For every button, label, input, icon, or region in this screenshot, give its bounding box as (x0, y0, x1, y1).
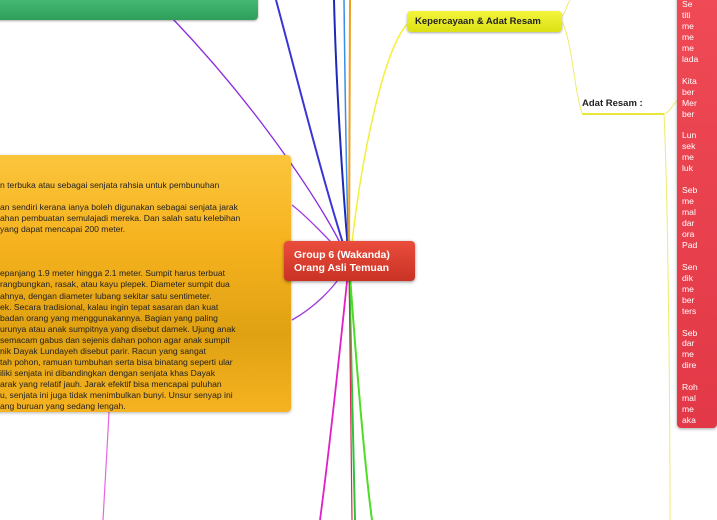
sumpit-note[interactable] (0, 155, 291, 412)
connector-adat-resam (562, 22, 582, 113)
central-topic-line1: Group 6 (Wakanda) (294, 249, 390, 261)
note-line: me (682, 152, 694, 163)
connector-right-long (664, 114, 670, 520)
note-line: Seb (682, 185, 698, 196)
note-line: ahan pembuatan semulajadi mereka. Dan salah satu kelebihan (0, 213, 241, 224)
note-line: yang dapat mencapai 200 meter. (0, 224, 126, 235)
note-line: ber (682, 86, 695, 97)
note-line: Seb (682, 327, 698, 338)
central-topic-line2: Orang Asli Temuan (294, 261, 390, 274)
note-line: an sendiri kerana ianya boleh digunakan sebagai senjata jarak (0, 202, 238, 213)
note-line: mal (682, 207, 696, 218)
note-line: lada (682, 53, 699, 64)
note-line: dire (682, 360, 697, 371)
note-line: u, senjata ini juga tidak menimbulkan bunyi. Unsur senyap ini (0, 389, 233, 400)
note-line: me (682, 283, 694, 294)
subtopic-adat-resam[interactable]: Adat Resam : (582, 98, 643, 109)
connector-kepercayaan (350, 22, 410, 262)
note-line: ek. Secara tradisional, kalau ingin tepat sasaran dan kuat (0, 301, 219, 312)
note-line: me (682, 42, 694, 53)
note-line: Sen (682, 261, 698, 272)
note-line: Mer (682, 97, 697, 108)
note-line: arak yang relatif jauh. Jarak efektif bisa mencapai puluhan (0, 378, 222, 389)
note-line: Kita (682, 75, 697, 86)
note-line: sek (682, 141, 696, 152)
note-line: urunya atau anak sumpitnya yang disebut damek. Ujung anak (0, 323, 236, 334)
connector-red-note (664, 100, 678, 114)
note-line: titi (682, 9, 691, 20)
connector-orange-up (349, 0, 350, 262)
note-line: dik (682, 272, 693, 283)
note-line: me (682, 31, 694, 42)
connector-pink-left (103, 412, 109, 520)
note-line: ters (682, 305, 697, 316)
note-line: epanjang 1.9 meter hingga 2.1 meter. Sumpit harus terbuat (0, 268, 226, 279)
central-topic[interactable] (284, 241, 415, 281)
note-line: nik Dayak Lundayeh disebut parir. Racun yang sangat (0, 345, 206, 356)
connector-magenta-down (320, 262, 349, 520)
note-line: me (682, 196, 694, 207)
note-line: ber (682, 108, 695, 119)
note-line: ora (682, 228, 695, 239)
note-line: luk (682, 163, 693, 174)
note-line: me (682, 20, 694, 31)
note-line: Roh (682, 382, 698, 393)
note-line: me (682, 349, 694, 360)
note-line: me (682, 404, 694, 415)
note-line: ber (682, 294, 695, 305)
note-line: Lun (682, 130, 697, 141)
note-line: badan orang yang menggunakannya. Bagian yang paling (0, 312, 218, 323)
note-line: ang buruan yang sedang lengah. (0, 401, 126, 411)
note-line: dar (682, 338, 695, 349)
connector-top-right (562, 0, 570, 16)
note-line: rangbungkan, rasak, atau kayu plepek. Diameter sumpit dua (0, 279, 230, 290)
note-line: mal (682, 393, 696, 404)
topic-kepercayaan-adat-resam[interactable]: Kepercayaan & Adat Resam (407, 11, 562, 32)
note-line: Pad (682, 239, 698, 250)
note-line: ahnya, dengan diameter lubang sekitar satu sentimeter. (0, 290, 212, 301)
adat-resam-note[interactable] (677, 0, 717, 428)
note-line: Se (682, 0, 693, 9)
note-line: dar (682, 218, 695, 228)
note-line: iliki senjata ini dibandingkan dengan senjata khas Dayak (0, 367, 215, 378)
note-line: aka (682, 415, 696, 426)
note-line: n terbuka atau sebagai senjata rahsia untuk pembunuhan (0, 180, 220, 190)
note-line: semacam gabus dan sejenis dahan pohon agar anak sumpit (0, 334, 230, 345)
green-topic-node[interactable] (0, 0, 258, 20)
note-line: tah pohon, ramuan tumbuhan serta bisa binatang seperti ular (0, 356, 233, 367)
